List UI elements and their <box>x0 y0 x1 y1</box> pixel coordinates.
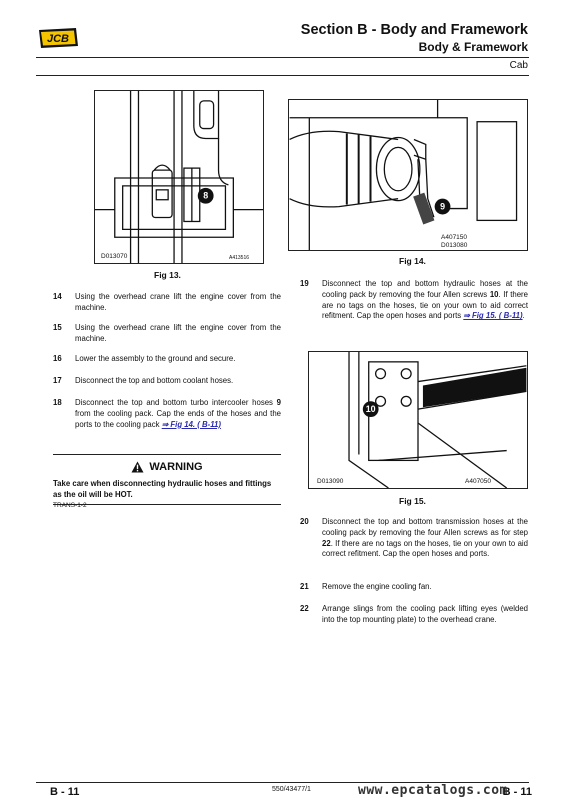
drawing-code: D013090 <box>317 478 344 485</box>
watermark: www.epcatalogs.com <box>358 783 508 798</box>
warning-triangle-icon <box>131 461 144 473</box>
figure-15-drawing <box>308 351 528 489</box>
part-code: A407050 <box>465 478 492 485</box>
warning-code: TRANS-1-2 <box>53 502 87 509</box>
drawing-code: D013080 <box>441 242 468 249</box>
intercooler-hose-illustration <box>289 100 527 250</box>
page-number-right: B - 11 <box>502 786 532 798</box>
subsection-title: Body & Framework <box>418 40 528 54</box>
figure-14-caption: Fig 14. <box>399 256 426 266</box>
warning-box <box>53 454 281 505</box>
drawing-code: D013070 <box>101 253 128 260</box>
section-title: Section B - Body and Framework <box>300 22 528 38</box>
jcb-logo <box>36 26 80 50</box>
callout-8: 8 <box>203 190 209 201</box>
warning-text: Take care when disconnecting hydraulic hoses and fittings as the oil will be HOT. <box>53 479 272 499</box>
figure-13-caption: Fig 13. <box>154 270 181 280</box>
callout-10: 10 <box>365 404 376 415</box>
hydraulic-hose-illustration <box>309 352 527 488</box>
header-rule-lower <box>36 75 529 76</box>
header-rule <box>36 57 529 58</box>
figure-13-drawing <box>94 90 264 264</box>
figure-14-drawing <box>288 99 528 251</box>
figure-15-caption: Fig 15. <box>399 496 426 506</box>
part-code: A413516 <box>229 255 250 261</box>
part-code: A407150 <box>441 234 468 241</box>
callout-9: 9 <box>440 201 446 212</box>
page-number-left: B - 11 <box>50 786 80 798</box>
svg-text:JCB: JCB <box>46 33 70 45</box>
fig-15-link[interactable]: ⇒ Fig 15. ( B-11) <box>463 311 523 321</box>
fig-14-link[interactable]: ⇒ Fig 14. ( B-11) <box>161 419 221 429</box>
engine-cover-bracket-illustration <box>95 91 263 263</box>
topic-label: Cab <box>509 60 528 71</box>
warning-title: WARNING <box>149 461 203 473</box>
document-number: 550/43477/1 <box>272 786 311 793</box>
